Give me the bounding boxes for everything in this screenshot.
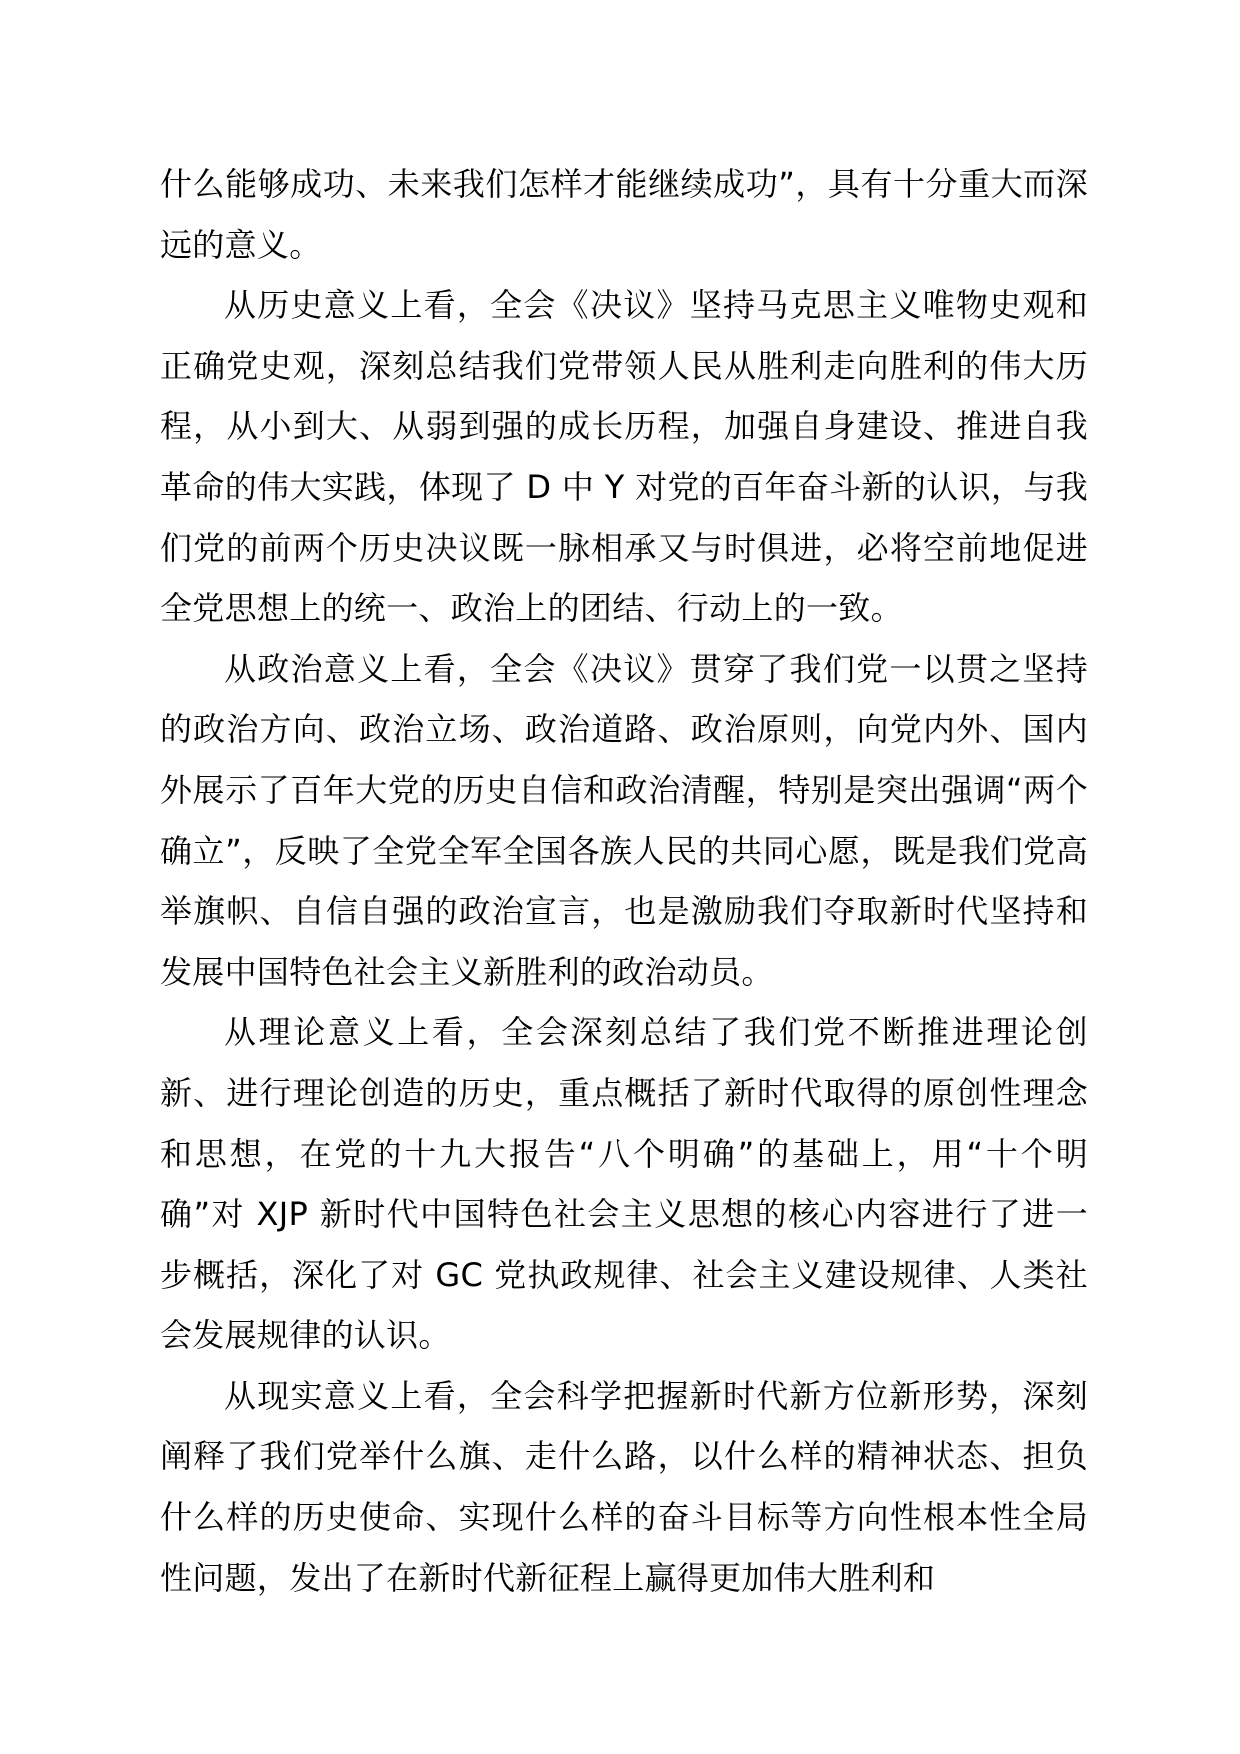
paragraph-political-significance: 从政治意义上看，全会《决议》贯穿了我们党一以贯之坚持的政治方向、政治立场、政治道路、政治原则，向党内外、国内外展示了百年大党的历史自信和政治清醒，特别是突出强调“两个确立”，反映了全党全军全国各族人民的共同心愿，既是我们党高举旗帜、自信自强的政治宣言，也是激励我们夺取新时代坚持和发展中国特色社会主义新胜利的政治动员。 bbox=[160, 649, 1088, 991]
paragraph-historical-significance: 从历史意义上看，全会《决议》坚持马克思主义唯物史观和正确党史观，深刻总结我们党带领人民从胜利走向胜利的伟大历程，从小到大、从弱到强的成长历程，加强自身建设、推进自我革命的伟大实践，体现了 D 中 Y 对党的百年奋斗新的认识，与我们党的前两个历史决议既一脉相承又与时俱进，必将空前地促进全党思想上的统一、政治上的团结、行动上的一致。 bbox=[160, 286, 1088, 628]
paragraph-theoretical-significance: 从理论意义上看，全会深刻总结了我们党不断推进理论创新、进行理论创造的历史，重点概括了新时代取得的原创性理念和思想，在党的十九大报告“八个明确”的基础上，用“十个明确”对 XJP 新时代中国特色社会主义思想的核心内容进行了进一步概括，深化了对 GC 党执政规律、社会主义建设规律、人类社会发展规律的认识。 bbox=[160, 1013, 1088, 1355]
paragraph-continuation: 什么能够成功、未来我们怎样才能继续成功”，具有十分重大而深远的意义。 bbox=[160, 165, 1088, 264]
paragraph-practical-significance: 从现实意义上看，全会科学把握新时代新方位新形势，深刻阐释了我们党举什么旗、走什么路，以什么样的精神状态、担负什么样的历史使命、实现什么样的奋斗目标等方向性根本性全局性问题，发出了在新时代新征程上赢得更加伟大胜利和 bbox=[160, 1376, 1088, 1597]
document-page bbox=[160, 154, 1088, 1608]
